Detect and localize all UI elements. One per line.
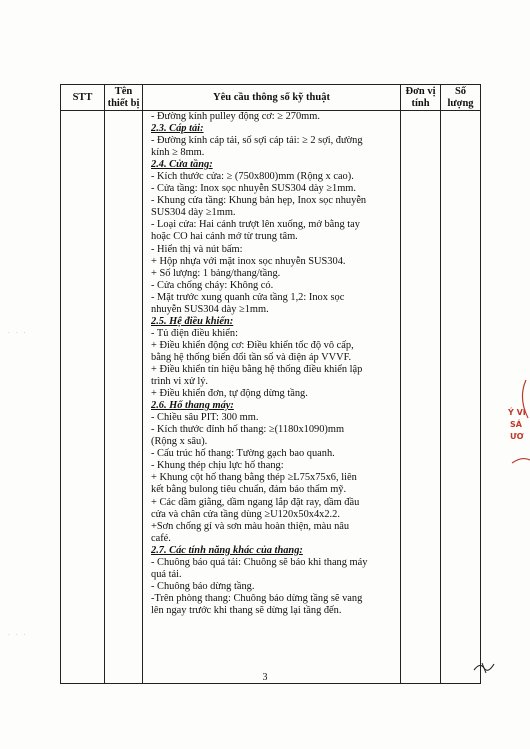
header-yeu-cau-label: Yêu cầu thông số kỹ thuật [213, 91, 330, 103]
section-heading: 2.7. Các tính năng khác của thang: [151, 544, 303, 556]
spec-line: - Khung thép chịu lực hố thang: [151, 460, 284, 472]
spec-line: cửa và chân cửa tầng dùng ≥U120x50x4x2.2. [151, 508, 340, 520]
stamp-text-1: Ý VI [508, 408, 526, 417]
spec-line: -Trên phòng thang: Chuông báo dừng tầng sẽ vang [151, 592, 363, 604]
spec-line: - Loại cửa: Hai cánh trượt lên xuống, mở bằng tay [151, 219, 360, 231]
header-stt [61, 85, 105, 111]
spec-line: (Rộng x sâu). [151, 436, 208, 448]
spec-line: - Khung cửa tầng: Khung bản hẹp, Inox sọc nhuyễn [151, 195, 367, 207]
cell-yeu-cau [143, 111, 401, 684]
spec-line: - Hiển thị và nút bấm: [151, 243, 243, 255]
margin-specks-top: · · · [8, 330, 28, 337]
spec-line: bằng hệ thống biến đổi tần số và điện áp VVVF. [151, 351, 352, 363]
spec-line: kết bằng bulong tiêu chuẩn, đảm bảo thẩm mỹ. [151, 484, 347, 496]
cell-stt [61, 111, 105, 684]
header-ten-line2: thiết bị [107, 97, 140, 109]
page-number: 3 [262, 672, 268, 683]
header-ten-line1: Tên [114, 85, 133, 97]
spec-line: lên ngay trước khi thang sẽ dừng lại tầng đến. [151, 604, 342, 616]
spec-text-block [143, 111, 400, 617]
spec-line: - Đường kính cáp tải, số sợi cáp tải: ≥ 2 sợi, đường [151, 135, 363, 147]
spec-line: quá tải. [151, 568, 182, 580]
spec-line: + Các dầm giằng, dầm ngang lắp đặt ray, dầm đầu [151, 496, 360, 508]
table-row [61, 111, 481, 684]
table-header-row [61, 85, 481, 111]
spec-line: nhuyễn SUS304 dày ≥1mm. [151, 303, 269, 315]
spec-line: hoặc CO hai cánh mở từ trung tâm. [151, 231, 298, 243]
spec-line: - Cửa tầng: Inox sọc nhuyễn SUS304 dày ≥1mm. [151, 183, 356, 195]
header-don-vi-tinh [401, 85, 441, 111]
stamp-text-2: SÁ [510, 420, 522, 429]
header-stt-label: STT [72, 91, 93, 103]
spec-line: SUS304 dày ≥1mm. [151, 207, 236, 219]
section-heading: 2.4. Cửa tầng: [151, 159, 213, 171]
header-so-luong-line2: lượng [447, 97, 474, 109]
header-so-luong [441, 85, 481, 111]
spec-line: - Chuông báo quá tải: Chuông sẽ báo khi thang máy [151, 556, 368, 568]
spec-line: + Điều khiển tín hiệu bằng hệ thống điều khiển lập [151, 363, 363, 375]
spec-line: + Khung cột hố thang bằng thép ≥L75x75x6, liên [151, 472, 357, 484]
spec-line: café. [151, 532, 171, 544]
header-don-vi-line1: Đơn vị [405, 85, 436, 97]
spec-line: - Chuông báo dừng tầng. [151, 580, 255, 592]
spec-line: kính ≥ 8mm. [151, 147, 205, 159]
spec-line: +Sơn chống gỉ và sơn màu hoàn thiện, màu nâu [151, 520, 350, 532]
header-don-vi-line2: tính [411, 97, 430, 109]
handwritten-initial [472, 660, 496, 676]
header-so-luong-line1: Số [454, 85, 467, 97]
spec-line: + Điều khiển động cơ: Điều khiển tốc độ vô cấp, [151, 339, 354, 351]
spec-line: + Số lượng: 1 bảng/thang/tầng. [151, 267, 281, 279]
cell-ten-thiet-bi [105, 111, 143, 684]
specification-table [60, 84, 481, 684]
section-heading: 2.3. Cáp tải: [151, 123, 204, 135]
spec-line: + Điều khiển đơn, tự động dừng tầng. [151, 388, 308, 400]
spec-line: - Mặt trước xung quanh cửa tầng 1,2: Inox sọc [151, 291, 345, 303]
spec-line: - Chiều sâu PIT: 300 mm. [151, 412, 259, 424]
spec-line: - Kích thước đỉnh hố thang: ≥(1180x1090)mm [151, 424, 345, 436]
spec-line: + Hộp nhựa với mặt inox sọc nhuyễn SUS304. [151, 255, 346, 267]
header-yeu-cau [143, 85, 401, 111]
spec-line: - Đường kính pulley động cơ: ≥ 270mm. [151, 111, 320, 122]
section-heading: 2.5. Hệ điều khiển: [151, 315, 234, 327]
spec-line: - Cửa chống cháy: Không có. [151, 279, 274, 291]
spec-line: - Tủ điện điều khiển: [151, 327, 238, 339]
section-heading: 2.6. Hố thang máy: [151, 400, 234, 412]
stamp-text-3: ƯƠ [510, 432, 524, 441]
margin-specks-bottom: · · · [8, 632, 28, 639]
spec-line: - Cấu trúc hố thang: Tường gạch bao quanh. [151, 448, 335, 460]
spec-line: trình vi xử lý. [151, 376, 209, 388]
spec-line: - Kích thước cửa: ≥ (750x800)mm (Rộng x cao). [151, 171, 354, 183]
cell-so-luong [441, 111, 481, 684]
header-ten-thiet-bi [105, 85, 143, 111]
cell-don-vi [401, 111, 441, 684]
